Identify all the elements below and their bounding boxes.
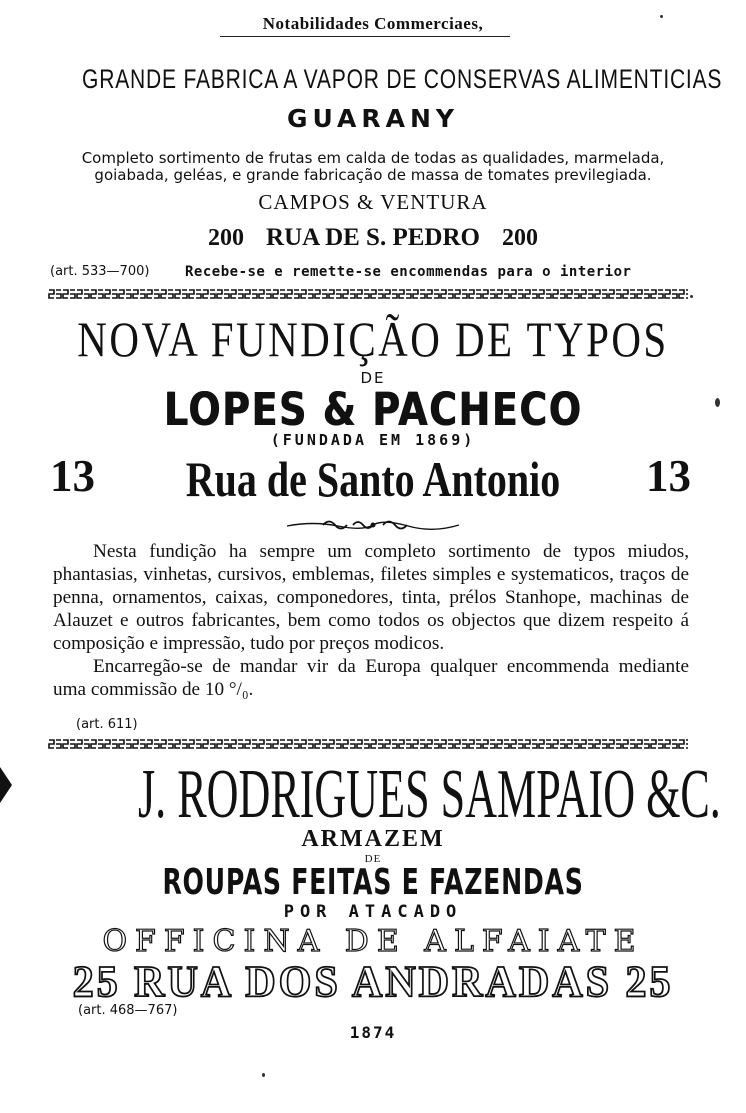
firm-name: J. RODRIGUES SAMPAIO &C. <box>138 756 721 833</box>
preposition: DE <box>364 853 382 865</box>
street-number-right: 200 <box>501 225 538 251</box>
firm-name: CAMPOS & VENTURA <box>258 190 488 214</box>
preposition: DE <box>360 369 386 387</box>
description-line-2: goiabada, geléas, e grande fabricação de massa de tomates previlegiada. <box>94 166 652 184</box>
workshop-line: OFFICINA DE ALFAIATE <box>102 924 644 959</box>
business-kind: ARMAZEM <box>301 826 445 852</box>
street-number-left: 200 <box>208 225 245 251</box>
goods-line: ROUPAS FEITAS E FAZENDAS <box>162 862 584 903</box>
advert-description <box>0 150 746 184</box>
advert-title: GRANDE FABRICA A VAPOR DE CONSERVAS ALIMENTICIAS <box>82 64 723 94</box>
street-name: RUA DE S. PEDRO <box>266 224 480 251</box>
print-speck <box>660 15 663 18</box>
wholesale-line: POR ATACADO <box>283 902 463 922</box>
year-footer: 1874 <box>349 1023 397 1042</box>
body-paragraph-2: Encarregão-se de mandar vir da Europa qualquer encommenda mediante uma commissão de 10 °/₀. <box>53 656 689 700</box>
brand-name: GUARANY <box>286 104 460 133</box>
address: 25 RUA DOS ANDRADAS 25 <box>72 957 674 1006</box>
footer-note: Recebe-se e remette-se encommendas para o interior <box>185 264 632 280</box>
print-speck <box>715 398 720 407</box>
article-reference: (art. 468—767) <box>78 1003 178 1018</box>
flourish-ornament <box>283 517 463 533</box>
street-name: Rua de Santo Antonio <box>185 451 561 507</box>
address <box>0 224 746 252</box>
article-reference: (art. 533—700) <box>50 264 150 279</box>
firm-name: LOPES & PACHECO <box>163 383 583 436</box>
founded-date: (FUNDADA EM 1869) <box>270 431 476 449</box>
address <box>0 450 746 514</box>
ornamental-border <box>48 289 688 299</box>
street-number-right: 13 <box>646 451 691 501</box>
print-speck <box>690 295 693 298</box>
street-number-left: 13 <box>50 451 95 501</box>
body-paragraph-1: Nesta fundição ha sempre um completo sortimento de typos miudos, phantasias, vinhetas, cursivos, emblemas, filetes simples e systematicos, traços de penna, ornamentos, caixas, componedores, tinta, prélos Stanhope, machinas de Alauzet e outros fabricantes, bem como todos os objectos que dizem respeito á composição e impressão, tudo por preços modicos. <box>53 541 689 654</box>
description-line-1: Completo sortimento de frutas em calda de todas as qualidades, marmelada, <box>81 149 665 167</box>
page-header: Notabilidades Commerciaes, <box>262 14 484 33</box>
advert-body <box>53 540 689 701</box>
advert-title: NOVA FUNDIÇÃO DE TYPOS <box>77 311 669 367</box>
ornamental-border <box>48 739 688 749</box>
border-pattern <box>48 289 688 299</box>
article-reference: (art. 611) <box>76 717 138 732</box>
print-speck <box>262 1073 265 1077</box>
border-pattern <box>48 739 688 749</box>
page-edge-mark <box>0 767 12 803</box>
header-rule <box>220 36 510 37</box>
